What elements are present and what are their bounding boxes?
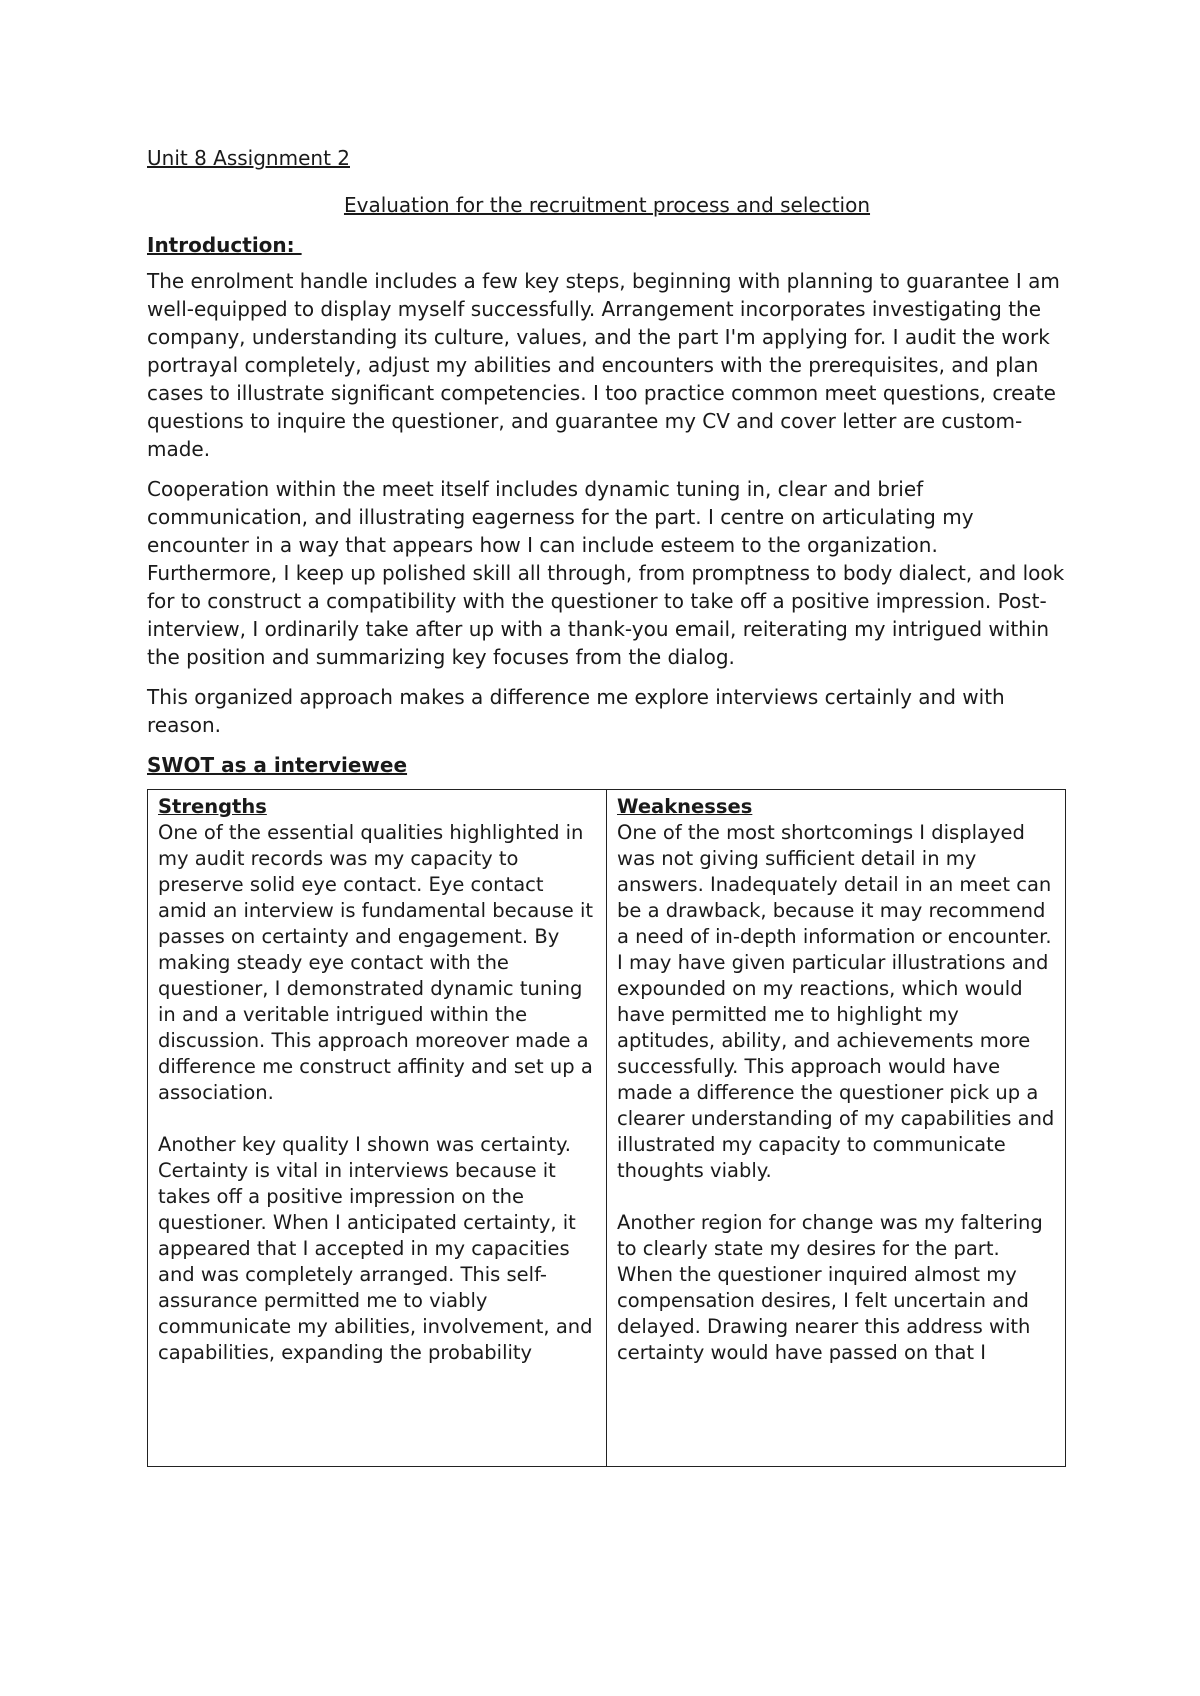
- weaknesses-paragraph-1: One of the most shortcomings I displayed was not giving sufficient detail in my answers. Inadequately detail in an meet can be a drawback, because it may recommend a need of in-depth information or encounter. I may have given particular illustrations and expounded on my reactions, which would have permitted me to highlight my aptitudes, ability, and achievements more successfully. This approach would have made a difference the questioner pick up a clearer understanding of my capabilities and illustrated my capacity to communicate thoughts viably.: [617, 821, 1055, 1182]
- strengths-title: Strengths: [158, 795, 267, 818]
- document-title: Unit 8 Assignment 2: [147, 146, 350, 170]
- document-page: [147, 144, 1067, 1467]
- intro-paragraph-1: The enrolment handle includes a few key steps, beginning with planning to guarantee I am well-equipped to display myself successfully. Arrangement incorporates investigating the company, understanding its culture, values, and the part I'm applying for. I audit the work portrayal completely, adjust my abilities and encounters with the prerequisites, and plan cases to illustrate significant competencies. I too practice common meet questions, create questions to inquire the questioner, and guarantee my CV and cover letter are custom-made.: [147, 269, 1060, 461]
- weaknesses-cell: [607, 790, 1066, 1467]
- table-row: [148, 790, 1066, 1467]
- weaknesses-title: Weaknesses: [617, 795, 753, 818]
- swot-table: [147, 789, 1066, 1467]
- intro-paragraph-3: This organized approach makes a difference me explore interviews certainly and with reason.: [147, 685, 1005, 737]
- strengths-cell: [148, 790, 607, 1467]
- weaknesses-paragraph-2: Another region for change was my faltering to clearly state my desires for the part. When the questioner inquired almost my compensation desires, I felt uncertain and delayed. Drawing nearer this address with certainty would have passed on that I: [617, 1211, 1043, 1364]
- strengths-paragraph-1: One of the essential qualities highlighted in my audit records was my capacity to preserve solid eye contact. Eye contact amid an interview is fundamental because it passes on certainty and engagement. By making steady eye contact with the questioner, I demonstrated dynamic tuning in and a veritable intrigued within the discussion. This approach moreover made a difference me construct affinity and set up a association.: [158, 821, 594, 1104]
- strengths-paragraph-2: Another key quality I shown was certainty. Certainty is vital in interviews because it takes off a positive impression on the questioner. When I anticipated certainty, it appeared that I accepted in my capacities and was completely arranged. This self-assurance permitted me to viably communicate my abilities, involvement, and capabilities, expanding the probability: [158, 1133, 593, 1364]
- document-subtitle: Evaluation for the recruitment process and selection: [343, 193, 871, 217]
- introduction-heading: Introduction:: [147, 233, 302, 257]
- intro-paragraph-2: Cooperation within the meet itself includes dynamic tuning in, clear and brief communication, and illustrating eagerness for the part. I centre on articulating my encounter in a way that appears how I can include esteem to the organization. Furthermore, I keep up polished skill all through, from promptness to body dialect, and look for to construct a compatibility with the questioner to take off a positive impression. Post-interview, I ordinarily take after up with a thank-you email, reiterating my intrigued within the position and summarizing key focuses from the dialog.: [147, 477, 1065, 669]
- swot-heading: SWOT as a interviewee: [147, 753, 408, 777]
